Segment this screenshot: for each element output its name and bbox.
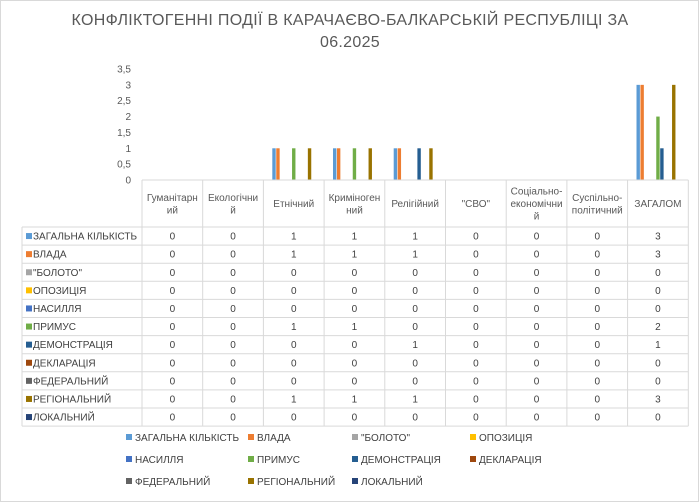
table-cell: 0 [290,358,297,370]
table-cell: 0 [169,249,176,261]
table-cell: 0 [533,249,540,261]
table-cell: 0 [473,412,479,424]
table-cell: 0 [655,358,661,370]
category-label: "СВО" [461,199,491,210]
table-cell: 0 [230,322,236,334]
legend-key [248,478,254,484]
legend-label: ПРИМУС [257,455,300,466]
table-cell: 0 [655,285,661,297]
table-cell: 0 [533,394,540,406]
table-cell: 0 [230,340,236,352]
table-cell: 0 [655,376,661,388]
row-legend-key [26,396,32,402]
table-cell: 0 [169,376,176,388]
legend-key [248,456,254,462]
legend-label: ЗАГАЛЬНА КІЛЬКІСТЬ [135,433,240,444]
table-cell: 0 [533,285,540,297]
bar-3-5 [353,148,356,180]
table-cell: 1 [412,231,418,243]
legend-label: РЕГІОНАЛЬНИЙ [257,477,336,488]
category-label: Екологічни [207,192,259,204]
table-cell: 0 [169,358,176,370]
y-tick-label: 3,5 [117,64,131,76]
table-cell: 0 [169,340,176,352]
table-cell: 0 [473,376,479,388]
table-cell: 0 [412,322,418,334]
table-cell: 0 [533,322,540,334]
table-cell: 3 [655,394,661,406]
row-label: ЛОКАЛЬНИЙ [33,412,95,424]
table-cell: 0 [594,358,601,370]
table-cell: 0 [169,394,176,406]
table-cell: 0 [290,340,297,352]
row-legend-key [26,305,32,311]
row-legend-key [26,342,32,348]
table-cell: 0 [412,412,418,424]
table-cell: 0 [594,285,601,297]
table-cell: 1 [412,340,418,352]
bar-3-1 [337,148,340,180]
table-cell: 0 [533,303,540,315]
bar-2-1 [276,148,279,180]
table-cell: 0 [290,267,297,279]
table-cell: 0 [169,285,176,297]
category-label: Соціально- [510,186,563,198]
table-cell: 0 [351,358,358,370]
bar-2-5 [292,148,295,180]
category-label: й [230,205,236,217]
table-cell: 0 [473,231,479,243]
table-cell: 0 [533,358,540,370]
table-cell: 0 [473,394,479,406]
legend-label: ВЛАДА [257,433,291,444]
table-cell: 0 [230,358,236,370]
table-cell: 0 [655,412,661,424]
row-legend-key [26,233,32,239]
bar-4-1 [398,148,401,180]
row-legend-key [26,414,32,420]
table-cell: 0 [473,249,479,261]
table-cell: 1 [351,394,358,406]
table-cell: 0 [594,267,601,279]
table-cell: 0 [412,358,418,370]
row-label: ФЕДЕРАЛЬНИЙ [33,376,109,388]
row-label: ЗАГАЛЬНА КІЛЬКІСТЬ [33,231,138,243]
row-label: ВЛАДА [33,249,67,261]
y-tick-label: 1,5 [117,127,131,139]
category-label: Гуманітарн [146,192,198,204]
bar-8-5 [656,117,659,180]
table-cell: 0 [290,303,297,315]
bar-2-0 [272,148,275,180]
legend-key [470,434,476,440]
legend-key [352,478,358,484]
table-cell: 0 [412,303,418,315]
table-cell: 0 [655,267,661,279]
y-tick-label: 0 [125,175,131,187]
table-cell: 0 [230,376,236,388]
category-label: ний [346,205,363,217]
legend-key [248,434,254,440]
table-cell: 0 [473,285,479,297]
y-tick-label: 1 [125,143,131,155]
table-cell: 0 [473,322,479,334]
table-cell: 0 [594,303,601,315]
table-cell: 0 [473,358,479,370]
table-cell: 1 [655,340,661,352]
bar-3-9 [369,148,372,180]
table-cell: 0 [230,412,236,424]
category-label: політичний [571,205,623,217]
legend-label: ДЕМОНСТРАЦІЯ [361,455,441,466]
legend-label: "БОЛОТО" [361,433,410,444]
legend-key [352,434,358,440]
table-cell: 0 [473,267,479,279]
legend-label: ФЕДЕРАЛЬНИЙ [135,477,211,488]
table-cell: 0 [169,412,176,424]
row-label: "БОЛОТО" [33,267,82,279]
table-cell: 0 [351,340,358,352]
table-cell: 0 [533,231,540,243]
chart-title-line-2: 06.2025 [320,34,380,51]
table-cell: 1 [412,249,418,261]
table-cell: 0 [351,303,358,315]
table-cell: 0 [473,340,479,352]
legend-key [126,434,132,440]
row-label: ДЕКЛАРАЦІЯ [33,358,96,370]
table-cell: 0 [230,249,236,261]
table-cell: 0 [230,267,236,279]
table-cell: 0 [594,394,601,406]
bar-4-9 [429,148,432,180]
table-cell: 0 [412,267,418,279]
bar-8-6 [660,148,663,180]
y-tick-label: 2,5 [117,96,131,108]
row-legend-key [26,251,32,257]
table-cell: 1 [351,249,358,261]
table-cell: 0 [351,267,358,279]
table-cell: 0 [594,376,601,388]
legend-label: ОПОЗИЦІЯ [479,433,533,444]
category-label: ЗАГАЛОМ [634,199,682,210]
table-cell: 0 [655,303,661,315]
legend-label: НАСИЛЛЯ [135,455,184,466]
table-cell: 0 [230,285,236,297]
table-cell: 0 [290,285,297,297]
bar-3-0 [333,148,336,180]
table-cell: 0 [412,376,418,388]
table-cell: 0 [412,285,418,297]
table-cell: 1 [351,231,358,243]
table-cell: 0 [533,340,540,352]
legend-label: ЛОКАЛЬНИЙ [361,477,423,488]
row-label: ОПОЗИЦІЯ [33,285,87,297]
table-cell: 0 [230,303,236,315]
y-tick-label: 2 [125,112,131,124]
bar-8-9 [672,85,675,180]
bar-8-0 [637,85,640,180]
table-cell: 0 [594,322,601,334]
table-cell: 2 [655,322,661,334]
row-legend-key [26,269,32,275]
table-cell: 0 [169,267,176,279]
bar-4-6 [417,148,420,180]
row-label: ПРИМУС [33,322,76,334]
category-label: Етнічний [273,199,315,210]
table-cell: 3 [655,231,661,243]
table-cell: 0 [594,340,601,352]
y-tick-label: 0,5 [117,159,131,171]
legend-key [126,478,132,484]
table-cell: 0 [230,231,236,243]
category-label: ий [166,205,178,217]
table-cell: 1 [412,394,418,406]
chart-title-line-1: КОНФЛІКТОГЕННІ ПОДІЇ В КАРАЧАЄВО-БАЛКАРСЬКІЙ РЕСПУБЛІЦІ ЗА [71,12,629,29]
table-cell: 0 [473,303,479,315]
table-cell: 0 [594,412,601,424]
legend-key [126,456,132,462]
row-legend-key [26,324,32,330]
category-label: Суспільно- [572,192,623,204]
legend-key [352,456,358,462]
bar-2-9 [308,148,311,180]
row-legend-key [26,287,32,293]
table-cell: 0 [594,249,601,261]
table-cell: 0 [351,412,358,424]
category-label: Релігійний [391,199,439,210]
table-cell: 0 [230,394,236,406]
table-cell: 1 [290,394,297,406]
table-cell: 1 [290,249,297,261]
y-tick-label: 3 [125,80,131,92]
table-cell: 0 [169,231,176,243]
table-cell: 0 [290,376,297,388]
row-legend-key [26,360,32,366]
category-label: економічни [510,199,563,210]
bar-8-1 [640,85,643,180]
category-label: Криміноген [328,192,381,204]
category-label: й [533,211,540,223]
row-legend-key [26,378,32,384]
table-cell: 0 [533,267,540,279]
row-label: РЕГІОНАЛЬНИЙ [33,394,112,406]
legend-key [470,456,476,462]
row-label: ДЕМОНСТРАЦІЯ [33,340,113,352]
table-cell: 0 [351,376,358,388]
bar-4-0 [394,148,397,180]
table-cell: 1 [290,231,297,243]
table-cell: 0 [169,303,176,315]
table-cell: 0 [533,412,540,424]
table-cell: 0 [594,231,601,243]
table-cell: 0 [533,376,540,388]
legend-label: ДЕКЛАРАЦІЯ [479,455,542,466]
table-cell: 3 [655,249,661,261]
table-cell: 0 [290,412,297,424]
table-cell: 1 [351,322,358,334]
table-cell: 1 [290,322,297,334]
table-cell: 0 [351,285,358,297]
table-cell: 0 [169,322,176,334]
row-label: НАСИЛЛЯ [33,303,82,315]
